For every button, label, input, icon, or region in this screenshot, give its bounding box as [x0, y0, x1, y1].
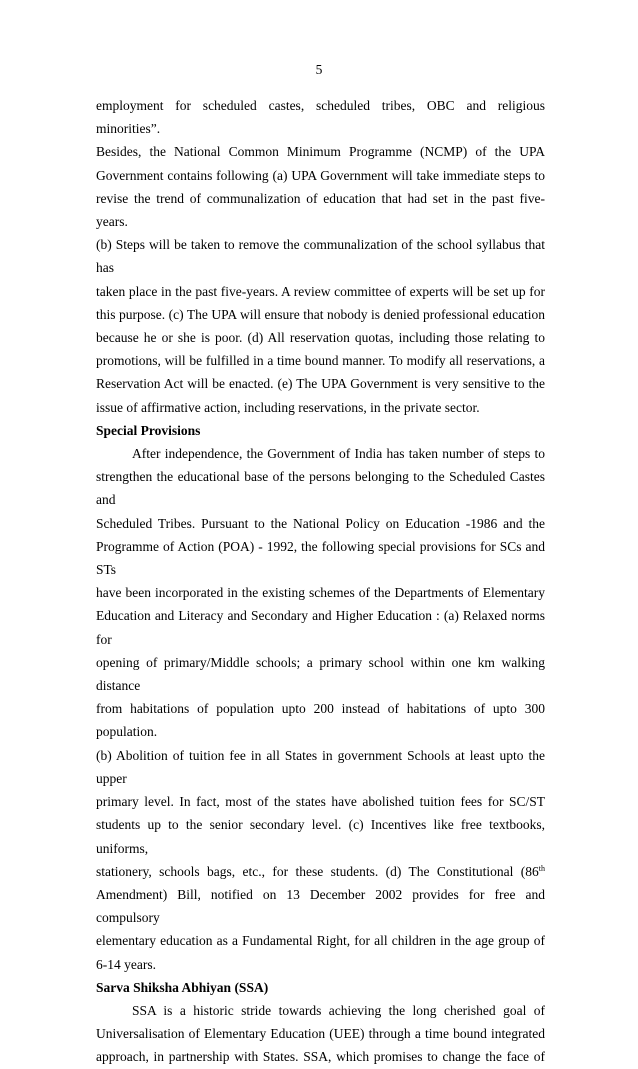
text-line: approach, in partnership with States. SSA, which promises to change the face of — [96, 1049, 545, 1065]
text-line: (b) Steps will be taken to remove the communalization of the school syllabus that has — [96, 237, 545, 276]
text-line: revise the trend of communalization of education that had set in the past five-years. — [96, 190, 545, 230]
text-line-with-superscript — [96, 860, 545, 883]
text-line: Education and Literacy and Secondary and Higher Education : (a) Relaxed norms for — [96, 608, 545, 647]
text-line: strengthen the educational base of the persons belonging to the Scheduled Castes and — [96, 469, 545, 508]
text-line: because he or she is poor. (d) All reservation quotas, including those relating to — [96, 330, 545, 346]
text-line: Besides, the National Common Minimum Programme (NCMP) of the UPA — [96, 144, 545, 160]
text-line: 6-14 years. — [96, 956, 156, 972]
text-span: stationery, schools bags, etc., for these students. (d) The Constitutional (86 — [96, 863, 539, 879]
text-line: elementary education as a Fundamental Right, for all children in the age group of — [96, 933, 545, 949]
text-line: Government contains following (a) UPA Government will take immediate steps to — [96, 167, 545, 183]
text-line: students up to the senior secondary level. (c) Incentives like free textbooks, uniforms, — [96, 817, 545, 856]
text-line: (b) Abolition of tuition fee in all States in government Schools at least upto the upper — [96, 747, 545, 786]
text-line: After independence, the Government of India has taken number of steps to — [132, 446, 545, 462]
text-line: Amendment) Bill, notified on 13 December 2002 provides for free and compulsory — [96, 886, 545, 926]
text-line: issue of affirmative action, including reservations, in the private sector. — [96, 399, 480, 415]
text-line: employment for scheduled castes, scheduled tribes, OBC and religious minorities”. — [96, 98, 545, 137]
section-heading-special-provisions: Special Provisions — [96, 422, 201, 438]
text-line: Scheduled Tribes. Pursuant to the National Policy on Education -1986 and the — [96, 515, 545, 531]
superscript: th — [538, 863, 545, 873]
text-line: this purpose. (c) The UPA will ensure that nobody is denied professional education — [96, 306, 545, 322]
text-line: taken place in the past five-years. A review committee of experts will be set up for — [96, 283, 545, 299]
page-number: 5 — [315, 62, 323, 77]
text-line: promotions, will be fulfilled in a time bound manner. To modify all reservations, a — [96, 353, 545, 369]
text-line: Universalisation of Elementary Education (UEE) through a time bound integrated — [96, 1026, 545, 1042]
section-heading-ssa: Sarva Shiksha Abhiyan (SSA) — [96, 979, 269, 995]
text-line: Reservation Act will be enacted. (e) The UPA Government is very sensitive to the — [96, 376, 545, 392]
text-line: SSA is a historic stride towards achieving the long cherished goal of — [132, 1002, 545, 1018]
paragraph-ssa — [96, 999, 545, 1069]
text-line: opening of primary/Middle schools; a primary school within one km walking distance — [96, 654, 545, 694]
paragraph-special-provisions — [96, 442, 545, 976]
text-line: primary level. In fact, most of the states have abolished tuition fees for SC/ST — [96, 794, 545, 810]
document-body — [96, 94, 545, 1069]
text-line: have been incorporated in the existing schemes of the Departments of Elementary — [96, 585, 545, 601]
text-line: Programme of Action (POA) - 1992, the following special provisions for SCs and STs — [96, 538, 545, 578]
paragraph-continuation — [96, 94, 545, 419]
text-line: from habitations of population upto 200 instead of habitations of upto 300 population. — [96, 701, 545, 740]
